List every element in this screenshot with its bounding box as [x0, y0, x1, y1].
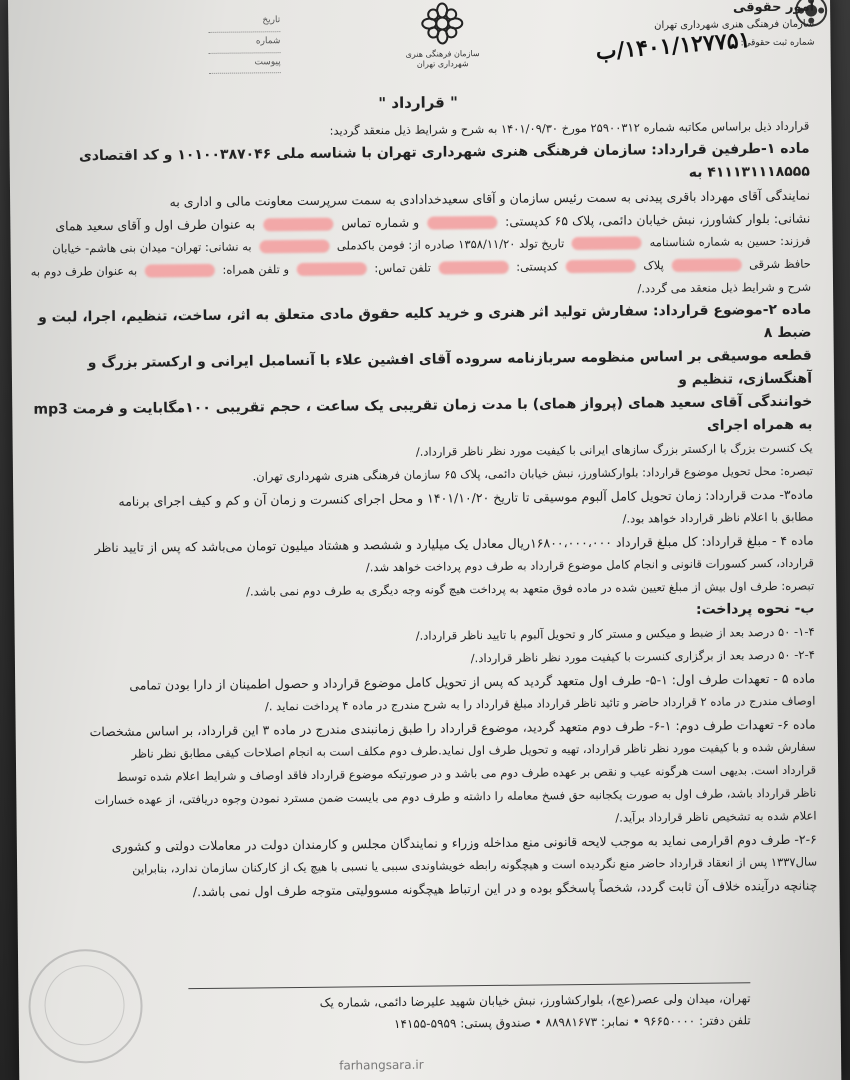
line: ماده ۲-موضوع قرارداد: سفارش تولید اثر هنری و خرید کلیه حقوق مادی متعلق به اثر، ساخت، تنظیم، اجرا، لبت و ضبط ۸ — [37, 301, 812, 342]
line: مطابق با اعلام ناظر قرارداد خواهد بود./ — [622, 509, 814, 526]
attachment-field: پیوست — [209, 53, 281, 75]
number-field: شماره — [208, 32, 280, 54]
line: تبصره: محل تحویل موضوع قرارداد: بلوارکشاورز، نبش خیابان دائمی، پلاک ۶۵ سازمان فرهنگی هنری شهرداری تهران. — [252, 463, 814, 484]
flower-logo-icon — [420, 1, 464, 45]
line: نشانی: بلوار کشاورز، نبش خیابان دائمی، پلاک ۶۵ کدپستی: و شماره تماس به عنوان طرف اول و آقای سعید همای — [55, 210, 811, 234]
line: ماده ۱-طرفین قرارداد: سازمان فرهنگی هنری شهرداری تهران با شناسه ملی ۱۰۱۰۰۳۸۷۰۴۶ و کد اقتصادی ۴۱۱۱۳۱۱۱۸۵۵۵ به — [78, 140, 810, 181]
line: نمایندگی آقای مهرداد باقری پیدنی به سمت رئیس سازمان و آقای سعیدخدادادی به سمت سرپرست معاونت مالی و اداری به — [169, 187, 811, 210]
logo-caption: سازمان فرهنگی هنری شهرداری تهران — [405, 49, 480, 69]
line: ماده ۴ - مبلغ قرارداد: کل مبلغ قرارداد ۱۶۸۰۰،۰۰۰،۰۰۰ریال معادل یک میلیارد و ششصد و هشتاد میلیون تومان می‌باشد که پس از تایید ناظر — [94, 532, 814, 556]
line: قرارداد، کسر کسورات قانونی و انجام کامل موضوع قرارداد به طرف دوم پرداخت خواهد شد./ — [365, 555, 815, 575]
contract-title: " قرارداد " — [378, 93, 458, 113]
line: یک کنسرت بزرگ با ارکستر بزرگ سازهای ایرانی با کیفیت مورد نظر ناظر قرارداد./ — [415, 440, 813, 459]
redaction-mark — [572, 236, 642, 250]
line: ناظر قرارداد باشد، طرف اول به صورت یکجانبه حق فسخ معامله را داشته و طرف دوم می بایست ضمن مسترد نمودن وجوه دریافتی، از عهده خسارات — [94, 785, 817, 808]
contract-body — [27, 88, 817, 905]
redaction-mark — [263, 218, 333, 232]
line: ۲-۴- ۵۰ درصد بعد از برگزاری کنسرت با کیفیت مورد نظر ناظر قرارداد./ — [470, 647, 815, 666]
line: ب- نحوه پرداخت: — [695, 600, 815, 618]
line: ماده ۵ - تعهدات طرف اول: ۱-۵- طرف اول متعهد گردید که پس از تحویل کامل موضوع قرارداد و حصول اطمینان از دارا بودن تمامی — [129, 670, 816, 693]
line: ۲-۶- طرف دوم اقرارمی نماید به موجب لایحه قانونی منع مداخله وزراء و نمایندگان مجلس و کارمندان دولت در معاملات دولتی و کشوری — [111, 831, 817, 854]
line: قطعه موسیقی بر اساس منظومه سربازنامه سروده آقای افشین علاء با آنسامبل ایرانی و ارکستر بزرگ و آهنگسازی، تنظیم و — [87, 347, 813, 389]
round-stamp-inner — [44, 965, 125, 1046]
redaction-mark — [145, 264, 215, 278]
redaction-mark — [566, 259, 636, 273]
line: چنانچه درآینده خلاف آن ثابت گردد، شخصاً پاسخگو بوده و در این ارتباط هیچگونه مسوولیتی متوجه طرف اول نمی باشد./ — [192, 877, 818, 900]
redaction-mark — [259, 240, 329, 254]
line: قرارداد است. بدیهی است هرگونه عیب و نقص بر عهده طرف دوم می باشد و در صورتیکه موضوع قرارداد فاقد اوصاف و شرایط اعلام شده توسط — [116, 762, 817, 784]
line: فرزند: حسین به شماره شناسنامه تاریخ تولد ۱۳۵۸/۱۱/۲۰ صادره از: فومن باکدملی به نشانی: تهران- میدان بنی هاشم- خیابان — [52, 233, 811, 256]
footer-address: تهران، میدان ولی عصر(عج)، بلوارکشاورز، نبش خیابان شهید علیرضا دائمی، شماره یک — [319, 991, 751, 1010]
contract-sheet — [8, 0, 841, 1080]
reg-label: شماره ثبت حقوقی: — [740, 37, 815, 49]
line: اوصاف مندرج در ماده ۲ قرارداد حاضر و تائید ناظر قرارداد مبلغ قرارداد را به شرح مندرج در ماده ۴ پرداخت نماید ./ — [264, 693, 816, 714]
line: تبصره: طرف اول بیش از مبلغ تعیین شده در ماده فوق متعهد به پرداخت هیچ گونه وجه دیگری به طرف دوم نمی باشد./ — [246, 578, 815, 599]
line: قرارداد ذیل براساس مکاتبه شماره ۲۵۹۰۰۳۱۲ مورخ ۱۴۰۱/۰۹/۳۰ به شرح و شرایط ذیل منعقد گردید: — [329, 118, 810, 138]
redaction-mark — [671, 258, 741, 272]
date-field: تاریخ — [208, 11, 280, 33]
registration-number: ۱۴۰۱/۱۲۷۷۵۱/ب — [594, 26, 752, 66]
document — [8, 0, 841, 1080]
line: سال۱۳۳۷ پس از انعقاد قرارداد حاضر منع نگردیده است و هیچگونه رابطه خویشاوندی سببی یا نسبی با هیچ یک از کارکنان سازمان ندارد، بنابراین — [132, 854, 818, 876]
line: خوانندگی آقای سعید همای (پرواز همای) با مدت زمان تقریبی یک ساعت ، حجم تقریبی ۱۰۰مگابایت و فرمت mp3 به همراه اجرای — [33, 393, 813, 434]
line: سفارش شده و با کیفیت مورد نظر ناظر قرارداد، تهیه و تحویل طرف اول نماید.طرف دوم مکلف است به انجام اصلاحات کیفی مطابق نظر ناظر — [131, 739, 816, 761]
line: اعلام شده به تشخیص ناظر قرارداد برآید./ — [615, 808, 817, 825]
line: ماده ۶- تعهدات طرف دوم: ۱-۶- طرف دوم متعهد گردید، موضوع قرارداد را طبق زمانبندی مندرج در ماده ۳ این قرارداد، بر اساس مشخصات — [89, 716, 816, 740]
line: شرح و شرایط ذیل منعقد می گردد./ — [637, 279, 812, 296]
organization-logo — [403, 1, 482, 69]
redaction-mark — [427, 216, 497, 230]
header-fields — [208, 11, 281, 74]
office-title: امور حقوقی — [732, 0, 815, 16]
website-link[interactable]: farhangsara.ir — [339, 1057, 424, 1073]
redaction-mark — [297, 262, 367, 276]
org-name: سازمان فرهنگی هنری شهرداری تهران — [654, 18, 815, 32]
line: حافظ شرقی پلاک کدپستی: تلفن تماس: و تلفن همراه: به عنوان طرف دوم به — [30, 256, 811, 279]
redaction-mark — [438, 261, 508, 275]
line: ۱-۴- ۵۰ درصد بعد از ضبط و میکس و مستر کار و تحویل آلبوم با تایید ناظر قرارداد./ — [415, 624, 815, 643]
footer-contacts: تلفن دفتر: ۹۶۶۵۰۰۰۰ • نمابر: ۸۸۹۸۱۶۷۳ • صندوق پستی: ۵۹۵۹-۱۴۱۵۵ — [393, 1013, 751, 1032]
line: ماده۳- مدت قرارداد: زمان تحویل کامل آلبوم موسیقی تا تاریخ ۱۴۰۱/۱۰/۲۰ و محل اجرای کنسرت و زمان آن و کم و کیف اجرای برنامه — [118, 486, 814, 509]
footer — [188, 982, 750, 1037]
